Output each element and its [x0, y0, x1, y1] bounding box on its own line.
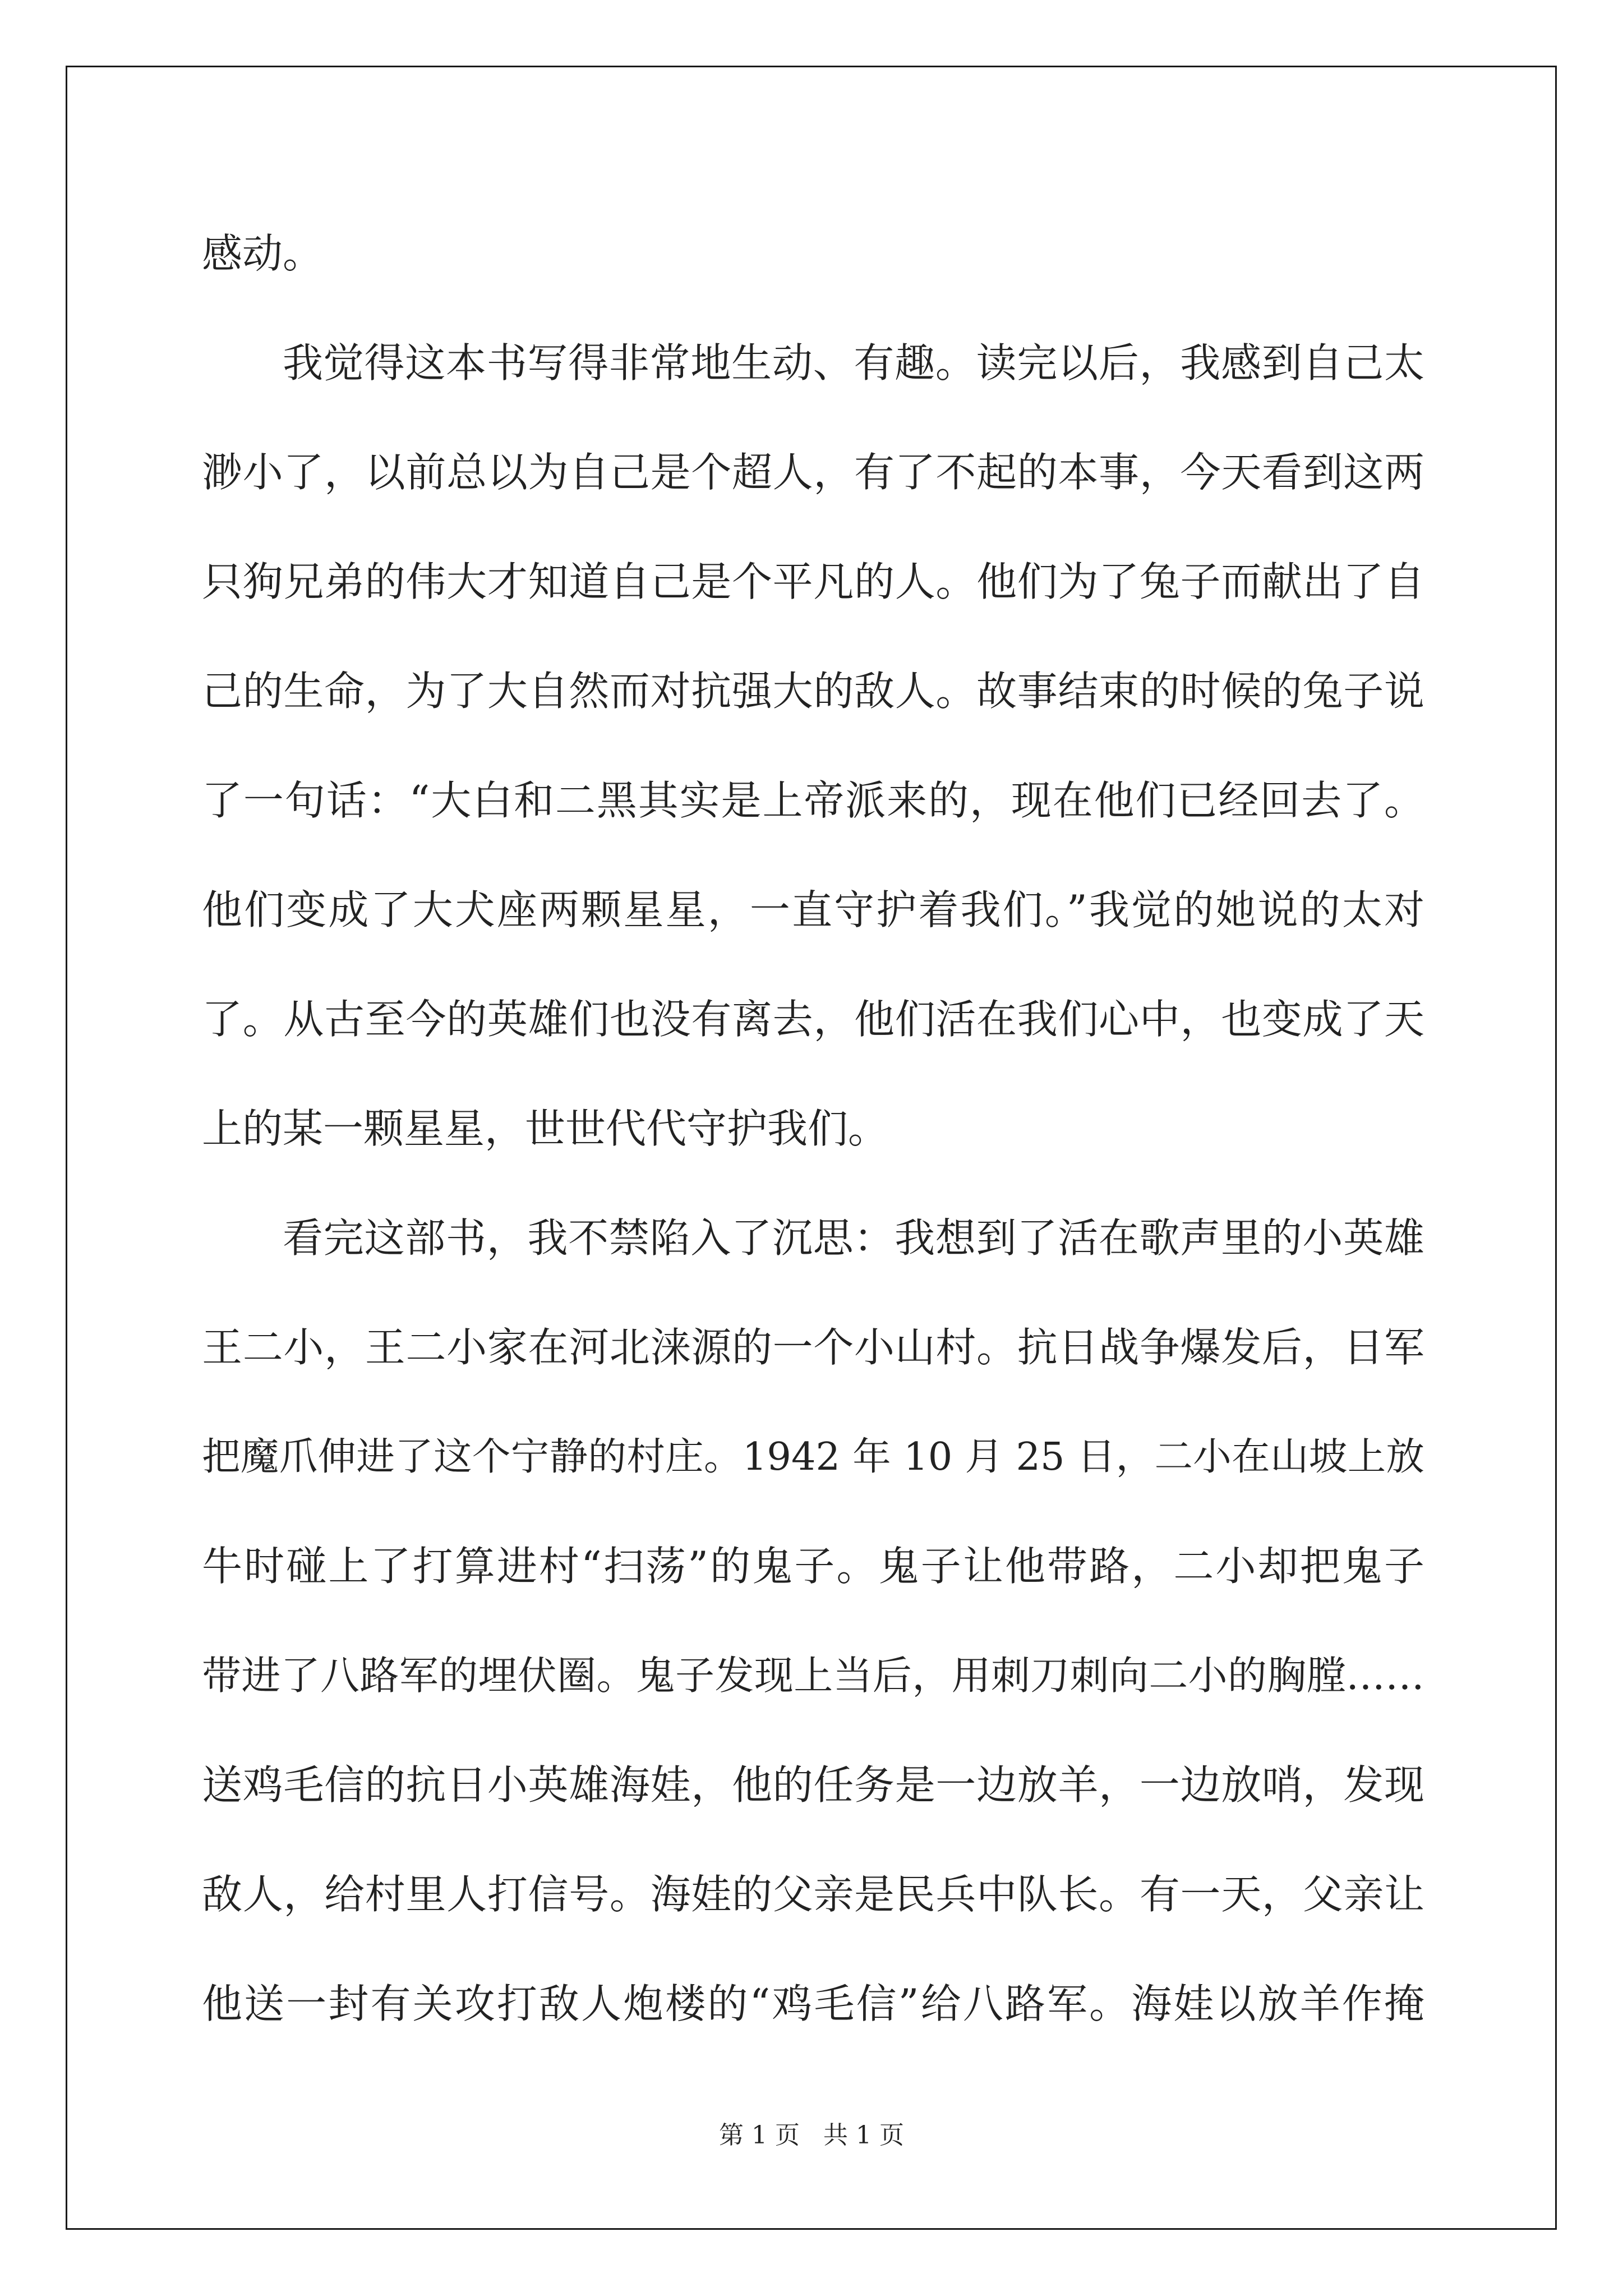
text-line: 敌人，给村里人打信号。海娃的父亲是民兵中队长。有一天，父亲让 [202, 1871, 1424, 1918]
text-line: 上的某一颗星星，世世代代守护我们。 [202, 1105, 889, 1152]
text-line: 了一句话：“大白和二黑其实是上帝派来的，现在他们已经回去了。 [202, 777, 1424, 824]
text-line: 感动。 [202, 230, 324, 277]
text-line: 渺小了，以前总以为自己是个超人，有了不起的本事，今天看到这两 [202, 449, 1424, 496]
text-line: 他们变成了大犬座两颗星星，一直守护着我们。”我觉的她说的太对 [202, 886, 1424, 933]
text-line: 了。从古至今的英雄们也没有离去，他们活在我们心中，也变成了天 [202, 996, 1424, 1043]
text-line: 带进了八路军的埋伏圈。鬼子发现上当后，用刺刀刺向二小的胸膛…… [202, 1653, 1424, 1699]
text-line: 他送一封有关攻打敌人炮楼的“鸡毛信”给八路军。海娃以放羊作掩 [202, 1980, 1424, 2027]
text-line: 只狗兄弟的伟大才知道自己是个平凡的人。他们为了兔子而献出了自 [202, 558, 1424, 605]
text-line: 送鸡毛信的抗日小英雄海娃，他的任务是一边放羊，一边放哨，发现 [202, 1761, 1424, 1809]
text-line: 看完这部书，我不禁陷入了沉思：我想到了活在歌声里的小英雄 [283, 1214, 1424, 1262]
text-line: 己的生命，为了大自然而对抗强大的敌人。故事结束的时候的兔子说 [202, 668, 1424, 715]
text-line: 牛时碰上了打算进村“扫荡”的鬼子。鬼子让他带路，二小却把鬼子 [202, 1543, 1424, 1590]
document-body [202, 199, 1424, 2059]
text-line: 把魔爪伸进了这个宁静的村庄。1942 年 10 月 25 日，二小在山坡上放 [202, 1434, 1424, 1479]
text-line: 王二小，王二小家在河北涞源的一个小山村。抗日战争爆发后，日军 [202, 1324, 1424, 1371]
page-footer: 第 1 页 共 1 页 [719, 2121, 904, 2150]
text-line: 我觉得这本书写得非常地生动、有趣。读完以后，我感到自己太 [283, 339, 1424, 386]
